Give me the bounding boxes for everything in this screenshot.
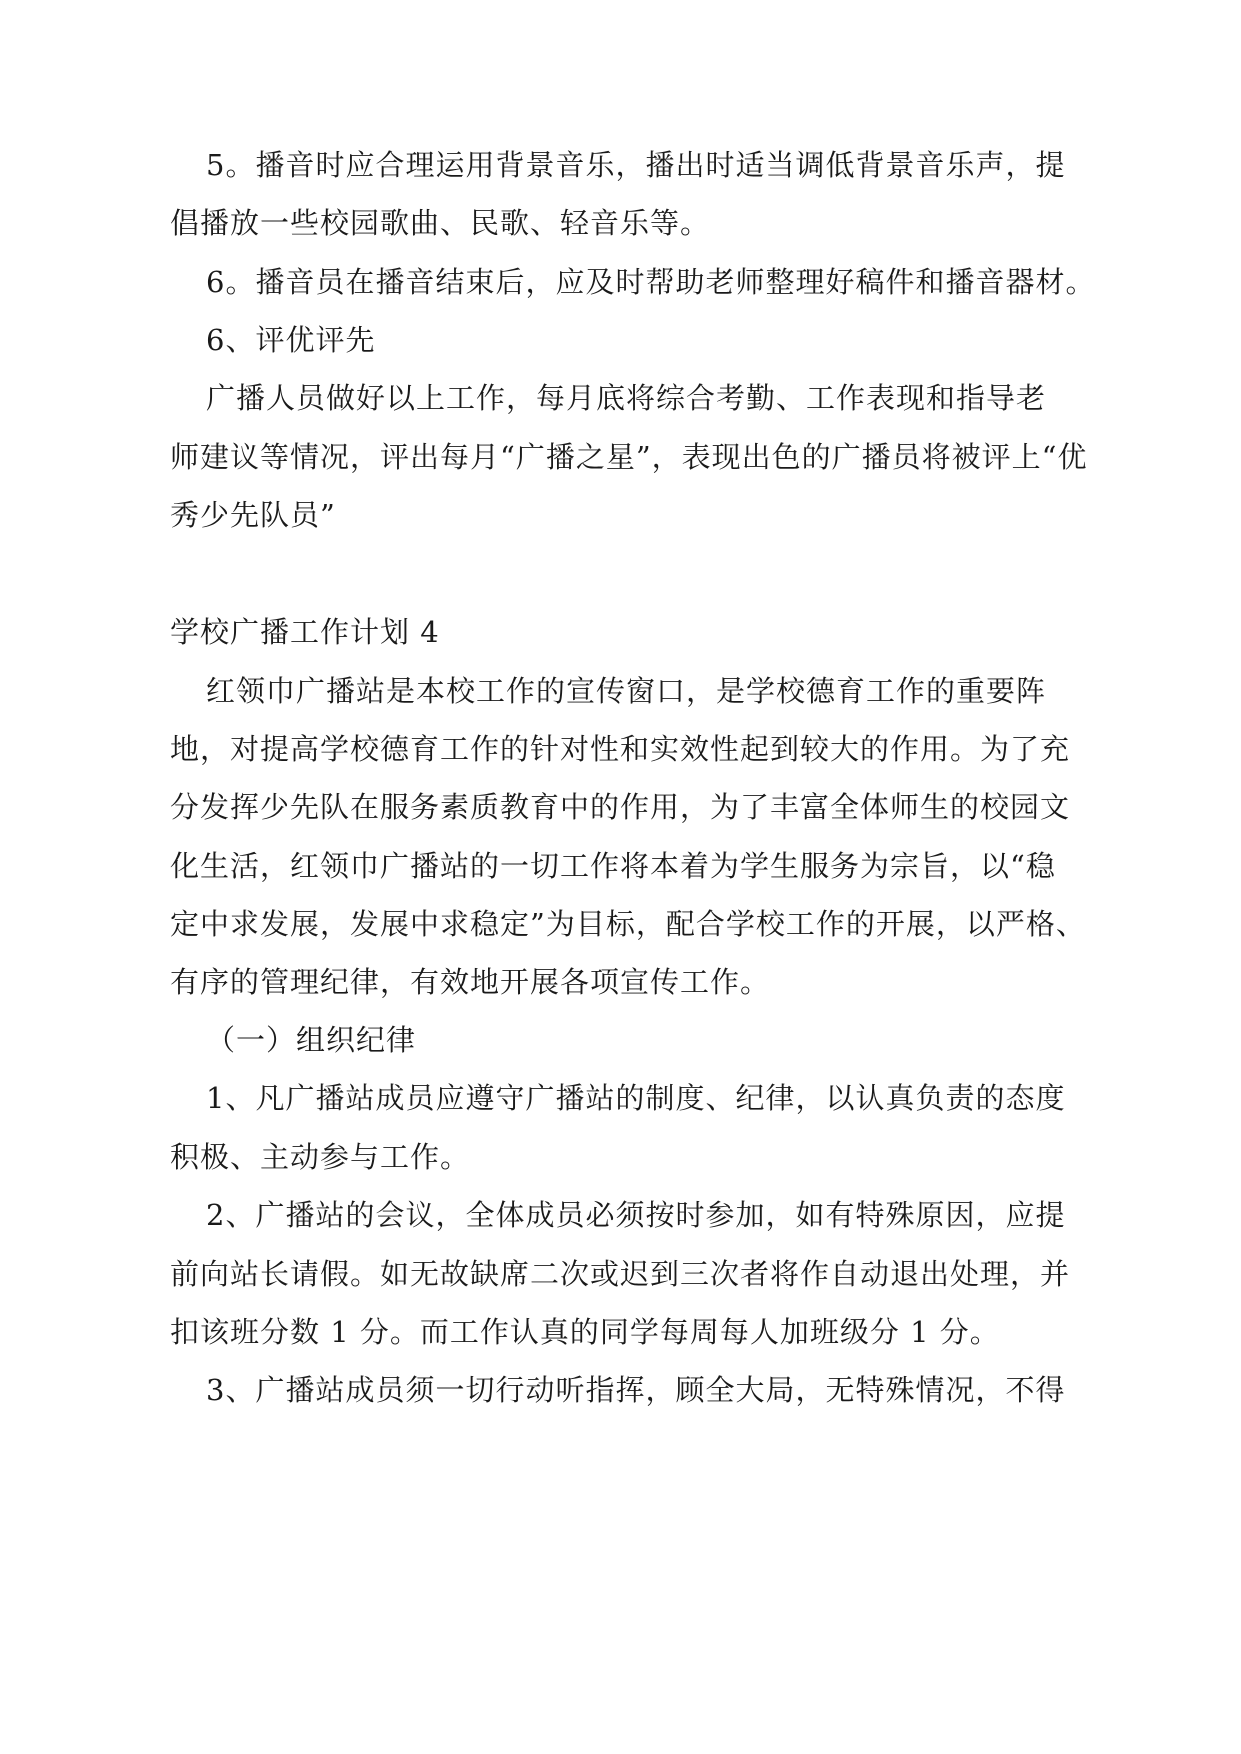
paragraph-line: 2、广播站的会议，全体成员必须按时参加，如有特殊原因，应提 — [206, 1198, 1066, 1232]
paragraph-line: 有序的管理纪律，有效地开展各项宣传工作。 — [170, 965, 771, 999]
paragraph-line: 3、广播站成员须一切行动听指挥，顾全大局，无特殊情况，不得 — [206, 1373, 1066, 1407]
paragraph-line: 红领巾广播站是本校工作的宣传窗口，是学校德育工作的重要阵 — [206, 674, 1047, 708]
paragraph-line: 积极、主动参与工作。 — [170, 1140, 471, 1174]
paragraph-line: 秀少先队员” — [170, 498, 336, 532]
paragraph-line: 师建议等情况，评出每月“广播之星”，表现出色的广播员将被评上“优 — [170, 440, 1088, 474]
section-heading: 6、评优评先 — [206, 323, 376, 357]
section-heading: （一）组织纪律 — [206, 1023, 417, 1057]
paragraph-line: 地，对提高学校德育工作的针对性和实效性起到较大的作用。为了充 — [170, 732, 1071, 766]
paragraph-line: 化生活，红领巾广播站的一切工作将本着为学生服务为宗旨，以“稳 — [170, 849, 1056, 883]
paragraph-line: 1、凡广播站成员应遵守广播站的制度、纪律，以认真负责的态度 — [206, 1081, 1066, 1115]
paragraph-line: 分发挥少先队在服务素质教育中的作用，为了丰富全体师生的校园文 — [170, 790, 1071, 824]
paragraph-line: 5。播音时应合理运用背景音乐，播出时适当调低背景音乐声，提 — [206, 148, 1066, 182]
paragraph-line: 扣该班分数 1 分。而工作认真的同学每周每人加班级分 1 分。 — [170, 1315, 1000, 1349]
paragraph-line: 定中求发展，发展中求稳定”为目标，配合学校工作的开展，以严格、 — [170, 907, 1086, 941]
paragraph-line: 6。播音员在播音结束后，应及时帮助老师整理好稿件和播音器材。 — [206, 265, 1096, 299]
paragraph-line: 倡播放一些校园歌曲、民歌、轻音乐等。 — [170, 206, 711, 240]
paragraph-line: 广播人员做好以上工作，每月底将综合考勤、工作表现和指导老 — [206, 381, 1047, 415]
paragraph-line: 前向站长请假。如无故缺席二次或迟到三次者将作自动退出处理，并 — [170, 1257, 1071, 1291]
document-title: 学校广播工作计划 4 — [170, 615, 440, 649]
